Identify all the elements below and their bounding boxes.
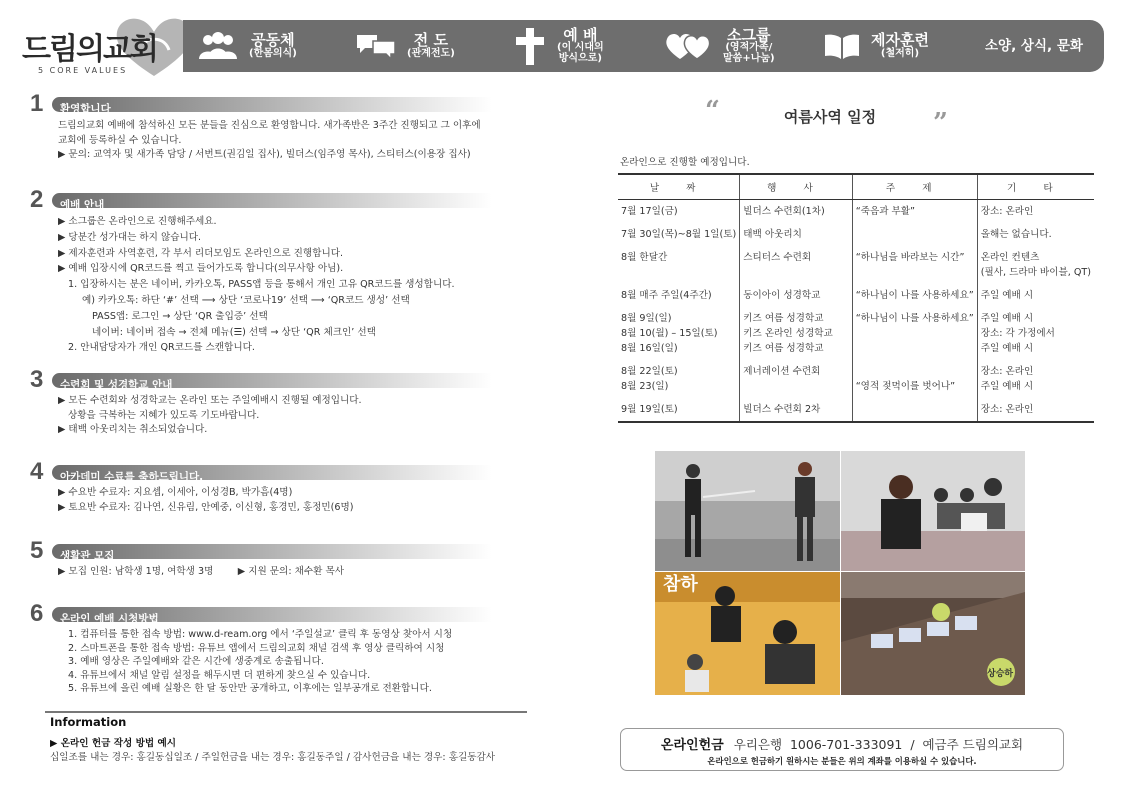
cell-line: 장소: 온라인 — [980, 404, 1034, 415]
quote-open-icon: “ — [705, 96, 720, 126]
divider — [45, 711, 527, 713]
cell-line: 주일 예배 시 — [980, 343, 1034, 354]
text-line: 2. 스마트폰을 통한 접속 방법: 유튜브 앱에서 드림의교회 채널 검색 후 영상 클릭하여 시청 — [68, 642, 445, 654]
nav-community-sub: (한몸의식) — [249, 47, 297, 59]
text-line: 4. 유튜브에서 채널 알림 설정을 해두시면 더 편하게 찾으실 수 있습니다. — [68, 669, 371, 681]
cell-line — [856, 227, 974, 242]
cell-line: 빌더스 수련회 2차 — [743, 404, 821, 415]
section-number: 3 — [30, 366, 44, 393]
text-line: ▶ 예배 입장시에 QR코드를 찍고 들어가도록 합니다(의무사항 아님). — [58, 263, 344, 275]
cell-line: “하나님을 바라보는 시간” — [855, 252, 965, 263]
nav-culture-title: 소양, 상식, 문화 — [985, 37, 1083, 54]
cell-line: (필사, 드라마 바이블, QT) — [980, 267, 1091, 278]
section-title-bar — [52, 193, 492, 211]
section-body — [58, 628, 452, 696]
nav-worship-sub: (이 시대의 — [557, 42, 604, 54]
section-number: 4 — [30, 458, 44, 485]
cell-line: 키즈 여름 성경학교 — [743, 343, 824, 354]
table-row — [618, 223, 1094, 246]
section-title: 아카데미 수료를 축하드립니다. — [60, 471, 204, 483]
table-cell-event — [740, 223, 852, 246]
section-number: 5 — [30, 537, 44, 564]
section-number: 6 — [30, 600, 44, 627]
table-cell-note — [977, 200, 1094, 224]
photo-group-table — [841, 451, 1025, 571]
text-line: ▶ 수요반 수료자: 지요셉, 이세아, 이성경B, 박가흠(4명) — [58, 487, 293, 498]
section-title-bar — [52, 97, 492, 115]
church-logo — [18, 16, 188, 78]
cell-line — [743, 379, 848, 394]
speech-bubbles-icon — [355, 32, 397, 60]
section-number: 2 — [30, 186, 44, 213]
table-row — [618, 284, 1094, 307]
offering-note: 온라인으로 헌금하기 원하시는 분들은 위의 계좌를 이용하실 수 있습니다. — [707, 756, 977, 766]
cell-line: 주일 예배 시 — [980, 313, 1034, 324]
table-cell-topic — [852, 398, 977, 422]
cell-line: “영적 젖먹이를 벗어나” — [855, 381, 956, 392]
nav-discipleship — [823, 20, 929, 72]
nav-smallgroup-sub: (영적가족/ — [725, 42, 773, 54]
community-icon — [197, 32, 239, 60]
logo-subtitle: 5 CORE VALUES — [38, 66, 128, 75]
text-line: 1. 입장하시는 분은 네이버, 카카오톡, PASS앱 등을 통해서 개인 고유 QR코드를 생성합니다. — [68, 279, 455, 291]
text-line: 1. 컴퓨터를 통한 접속 방법: www.d-ream.org 에서 ‘주일설교’ 클릭 후 동영상 찾아서 시청 — [68, 629, 453, 640]
sign-text-2: 상승하 — [987, 669, 1014, 679]
text-line: ▶ 소그룹은 온라인으로 진행해주세요. — [58, 216, 217, 227]
text-line: ▶ 문의: 교역자 및 새가족 담당 / 서번트(권김일 집사), 빌더스(임주영 목사), 스티터스(이용장 집사) — [58, 149, 471, 161]
table-cell-event — [740, 284, 852, 307]
cell-line — [856, 402, 974, 417]
nav-evangelism-sub: (관계전도) — [407, 47, 455, 59]
section-body — [58, 119, 481, 163]
cell-line: 7월 30일(목)~8월 1일(토) — [621, 229, 737, 240]
nav-discipleship-title: 제자훈련 — [871, 30, 929, 49]
section-title-bar — [52, 607, 492, 625]
schedule-table — [618, 173, 1094, 423]
quote-close-icon: ” — [933, 108, 948, 138]
nav-smallgroup-title: 소그룹 — [727, 25, 771, 44]
section-title-bar — [52, 465, 492, 483]
table-cell-date — [618, 200, 740, 224]
info-line: ▶ 온라인 헌금 작성 방법 예시 — [50, 738, 177, 749]
section-title: 생활관 모집 — [60, 550, 115, 562]
logo-text: 드림의교회 — [22, 32, 157, 67]
cell-line: 키즈 여름 성경학교 — [743, 313, 824, 324]
nav-worship — [513, 20, 604, 72]
schedule-title: 여름사역 일정 — [783, 108, 877, 126]
table-cell-date — [618, 246, 740, 284]
text-line: 네이버: 네이버 접속 → 전체 메뉴(☰) 선택 → 상단 ‘QR 체크인’ 선택 — [92, 326, 376, 338]
section-number: 1 — [30, 90, 44, 117]
text-line: 교회에 등록하실 수 있습니다. — [58, 134, 182, 146]
cell-line: 제너레이션 수련회 — [743, 366, 821, 377]
offering-label: 온라인헌금 — [660, 738, 724, 753]
section-body — [58, 565, 344, 580]
cell-line: 장소: 온라인 — [980, 206, 1034, 217]
table-row — [618, 398, 1094, 422]
table-cell-note — [977, 223, 1094, 246]
section-title-bar — [52, 373, 492, 391]
table-cell-note — [977, 398, 1094, 422]
table-cell-date — [618, 284, 740, 307]
cell-line: 키즈 온라인 성경학교 — [743, 328, 833, 339]
section-title: 온라인 예배 시청방법 — [60, 613, 159, 625]
offering-account: 우리은행 1006-701-333091 / 예금주 드림의교회 — [733, 737, 1024, 752]
nav-smallgroup-sub2: 말씀+나눔) — [723, 52, 775, 64]
column-header: 주 제 — [852, 174, 977, 200]
nav-smallgroup — [665, 20, 775, 72]
nav-worship-title: 예 배 — [563, 25, 598, 44]
book-icon — [823, 32, 861, 60]
text-line: ▶ 모집 인원: 남학생 1명, 여학생 3명 ▶ 지원 문의: 채수환 목사 — [58, 566, 344, 577]
cell-line: 장소: 각 가정에서 — [980, 328, 1055, 339]
core-values-bar — [183, 20, 1104, 72]
table-cell-topic — [852, 360, 977, 398]
photo-outdoor-activity — [655, 451, 840, 571]
text-line: ▶ 태백 아웃리치는 취소되었습니다. — [58, 424, 208, 436]
nav-community — [197, 20, 297, 72]
table-cell-note — [977, 284, 1094, 307]
table-cell-topic — [852, 223, 977, 246]
info-title: Information — [50, 715, 127, 729]
cell-line: 9월 19일(토) — [621, 404, 678, 415]
nav-culture — [985, 20, 1083, 72]
nav-evangelism — [355, 20, 455, 72]
table-cell-note — [977, 246, 1094, 284]
text-line: 상황을 극복하는 지혜가 있도록 기도바랍니다. — [68, 409, 260, 421]
info-line: 십일조를 내는 경우: 홍길동십일조 / 주일헌금을 내는 경우: 홍길동주일 / 감사헌금을 내는 경우: 홍길동감사 — [50, 752, 496, 763]
table-row — [618, 307, 1094, 360]
column-header: 날 짜 — [618, 174, 740, 200]
section-body — [58, 486, 354, 515]
nav-worship-sub2: 방식으로) — [558, 52, 602, 64]
table-cell-date — [618, 223, 740, 246]
cell-line: 7월 17일(금) — [621, 206, 678, 217]
table-cell-event — [740, 246, 852, 284]
cell-line: 8월 9일(일) — [621, 313, 672, 324]
cell-line: 8월 16일(일) — [621, 343, 678, 354]
cell-line: 태백 아웃리치 — [743, 229, 802, 240]
table-cell-date — [618, 398, 740, 422]
cell-line: 8월 한달간 — [621, 252, 668, 263]
table-cell-topic — [852, 284, 977, 307]
table-cell-event — [740, 398, 852, 422]
table-header-row — [618, 174, 1094, 200]
table-cell-event — [740, 360, 852, 398]
online-offering-box — [620, 728, 1064, 771]
section-title: 예배 안내 — [60, 199, 105, 211]
photo-kids-floor — [655, 572, 840, 695]
text-line: ▶ 제자훈련과 사역훈련, 각 부서 리더모임도 온라인으로 진행합니다. — [58, 247, 344, 259]
text-line: ▶ 모든 수련회와 성경학교는 온라인 또는 주일예배시 진행될 예정입니다. — [58, 395, 362, 406]
info-body — [50, 737, 495, 765]
cell-line — [856, 364, 974, 379]
cell-line: 빌더스 수련회(1차) — [743, 206, 825, 217]
photo-collage — [655, 451, 1025, 695]
table-cell-date — [618, 360, 740, 398]
table-cell-note — [977, 360, 1094, 398]
text-line: ▶ 당분간 성가대는 하지 않습니다. — [58, 231, 202, 243]
text-line: 3. 예배 영상은 주일예배와 같은 시간에 생중계로 송출됩니다. — [68, 656, 324, 667]
table-cell-topic — [852, 200, 977, 224]
nav-community-title: 공동체 — [251, 30, 295, 49]
photo-table-materials — [841, 572, 1025, 695]
table-cell-event — [740, 307, 852, 360]
cell-line: “하나님이 나를 사용하세요” — [855, 313, 974, 324]
cell-line: 올해는 없습니다. — [980, 229, 1052, 240]
text-line: 2. 안내담당자가 개인 QR코드를 스캔합니다. — [68, 342, 255, 354]
text-line: 5. 유튜브에 올린 예배 실황은 한 달 동안만 공개하고, 이후에는 일부공개로 전환합니다. — [68, 683, 432, 694]
cell-line: 8월 23(일) — [621, 381, 669, 392]
cell-line: 주일 예배 시 — [980, 290, 1034, 301]
cell-line: 주일 예배 시 — [980, 381, 1034, 392]
section-title: 수련회 및 성경학교 안내 — [60, 379, 173, 391]
table-cell-date — [618, 307, 740, 360]
section-body — [58, 394, 362, 438]
cell-line: 8월 10(월) – 15일(토) — [621, 328, 718, 339]
column-header: 기 타 — [977, 174, 1094, 200]
schedule-intro: 온라인으로 진행할 예정입니다. — [620, 157, 750, 168]
cell-line: 8월 매주 주일(4주간) — [621, 290, 712, 301]
cell-line: 스티터스 수련회 — [743, 252, 812, 263]
hearts-icon — [665, 31, 713, 61]
cell-line: 장소: 온라인 — [980, 366, 1034, 377]
cell-line: “죽음과 부활” — [855, 206, 916, 217]
cell-line: 동이아이 성경학교 — [743, 290, 821, 301]
table-row — [618, 246, 1094, 284]
cell-line: 온라인 컨텐츠 — [980, 252, 1040, 263]
text-line: 드림의교회 예배에 참석하신 모든 분들을 진심으로 환영합니다. 새가족반은 3주간 진행되고 그 이후에 — [58, 120, 481, 131]
table-row — [618, 360, 1094, 398]
nav-discipleship-sub: (철저히) — [880, 47, 920, 59]
table-cell-note — [977, 307, 1094, 360]
table-row — [618, 200, 1094, 224]
text-line: ▶ 토요반 수료자: 김나연, 신유림, 안예중, 이신형, 홍경민, 홍정민(6명) — [58, 501, 354, 513]
section-title-bar — [52, 544, 492, 562]
text-line: 예) 카카오톡: 하단 ‘#’ 선택 ⟶ 상단 ‘코로나19’ 선택 ⟶ ‘QR코드 생성’ 선택 — [82, 294, 410, 306]
cell-line: 8월 22일(토) — [621, 366, 678, 377]
section-title: 환영합니다 — [60, 103, 111, 115]
column-header: 행 사 — [740, 174, 852, 200]
table-cell-event — [740, 200, 852, 224]
text-line: PASS앱: 로그인 → 상단 ‘QR 출입증’ 선택 — [92, 310, 268, 322]
cell-line: “하나님이 나를 사용하세요” — [855, 290, 974, 301]
section-body — [58, 214, 455, 356]
table-cell-topic — [852, 307, 977, 360]
table-cell-topic — [852, 246, 977, 284]
cross-icon — [513, 26, 547, 66]
nav-evangelism-title: 전 도 — [413, 30, 448, 49]
sign-text: 참하 — [663, 574, 698, 595]
